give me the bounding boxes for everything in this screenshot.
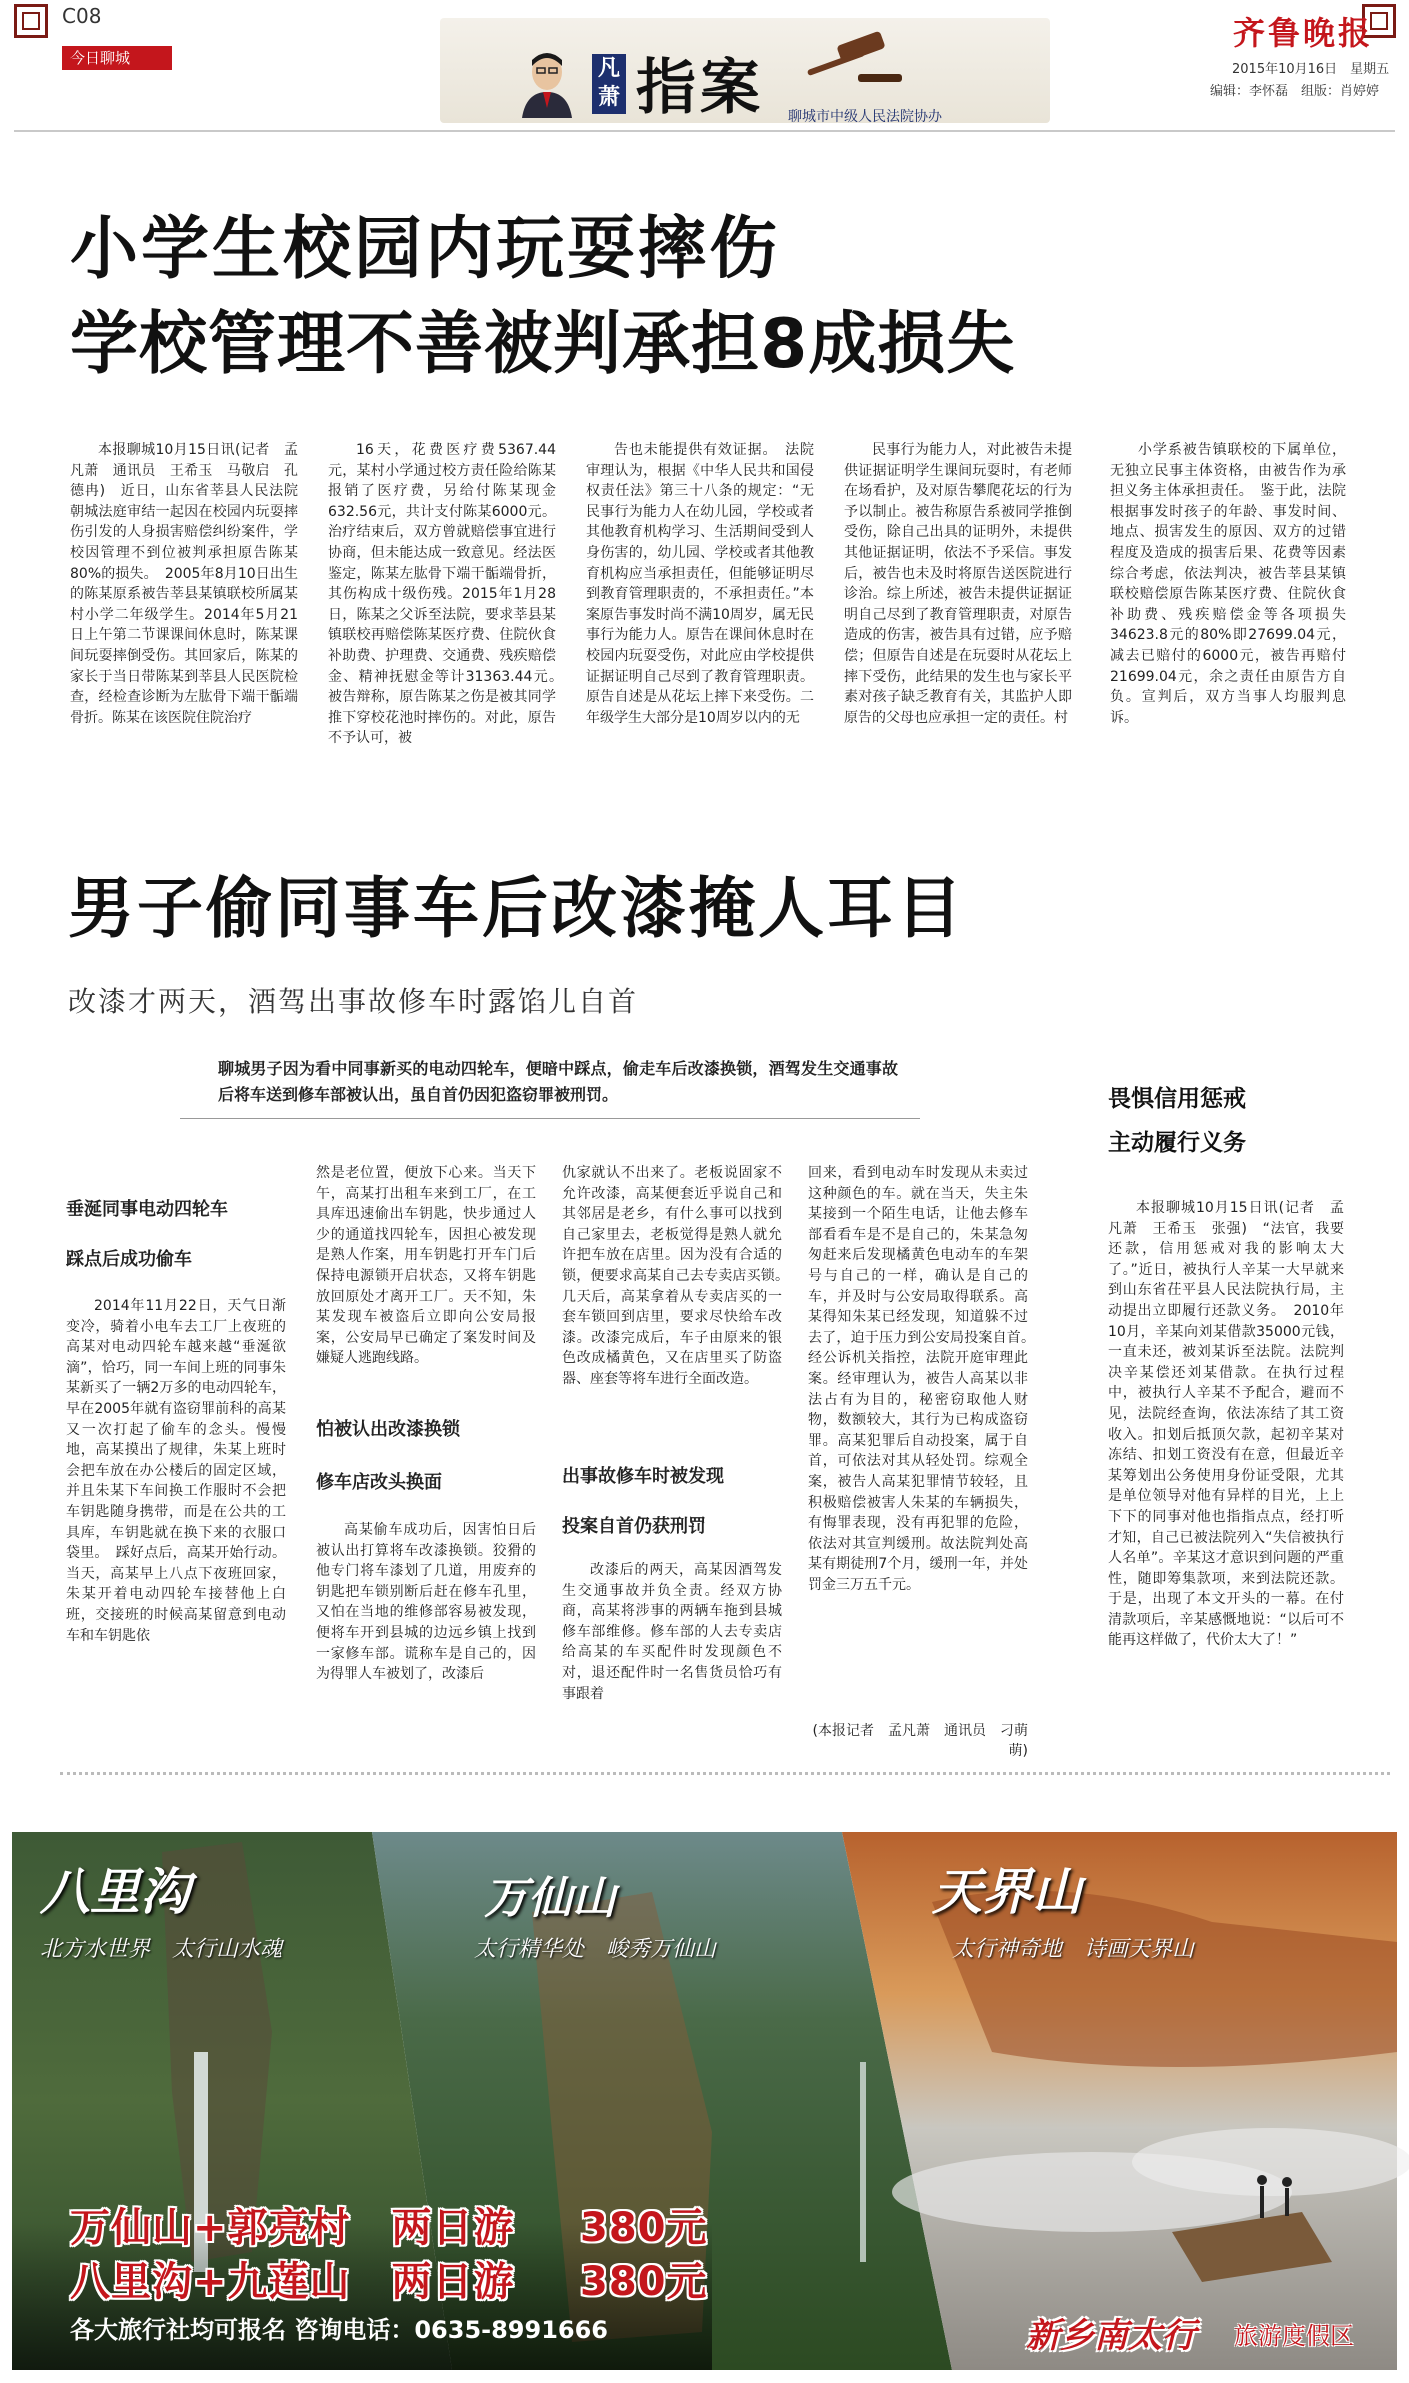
spot-slogan: 太行神奇地 诗画天界山 <box>952 1937 1195 1962</box>
tour-route: 万仙山+郭亮村 两日游 <box>70 2205 515 2251</box>
article1-headline-line1: 小学生校园内玩耍摔伤 <box>70 210 781 289</box>
spot-slogan: 太行精华处 峻秀万仙山 <box>474 1937 717 1962</box>
corner-ornament-left <box>14 4 48 38</box>
article2-lead: 聊城男子因为看中同事新买的电动四轮车，便暗中踩点，偷走车后改漆换锁，酒驾发生交通事故后将车送到修车部被认出，虽自首仍因犯盗窃罪被刑罚。 <box>218 1059 898 1104</box>
tourism-advertisement <box>12 1832 1397 2370</box>
sidebar-title-line1: 畏惧信用惩戒 <box>1108 1086 1246 1112</box>
column-title: 指案 <box>636 53 764 123</box>
article2-subhead: 踩点后成功偷车 <box>66 1249 192 1270</box>
article1-paragraph: 16天，花费医疗费5367.44元，某村小学通过校方责任险给陈某报销了医疗费，另给付陈某现金632.56元，共计支付陈某6000元。治疗结束后，双方曾就赔偿事宜进行协商，但未能达成一致意见。经法医鉴定，陈某左肱骨下端干骺端骨折，其伤构成十级伤残。2015年1月28日，陈某之父诉至法院，要求莘县某镇联校再赔偿陈某医疗费、住院伙食补助费、护理费、交通费、残疾赔偿金、精神抚慰金等计31363.44元。 被告辩称，原告陈某之伤是被其同学推下穿校花池时摔伤的。对此，原告不予认可，被 <box>328 442 570 747</box>
article2-paragraph: 仇家就认不出来了。老板说固家不允许改漆，高某便套近乎说自己和其邻居是老乡，有什么事可以找到自己家里去，老板觉得是熟人就允许把车放在店里。因为没有合适的锁，便要求高某自己去专卖店买锁。 几天后，高某拿着从专卖店买的一套车锁回到店里，要求尽快给车改漆。改漆完成后，车子由原来的银色改成橘黄色，又在店里买了防盗器、座套等将车进行全面改造。 <box>562 1165 796 1387</box>
article1-paragraph: 本报聊城10月15日讯(记者 孟凡萧 通讯员 王希玉 马敬启 孔德冉) 近日，山东省莘县人民法院朝城法庭审结一起因在校园内玩耍摔伤引发的人身损害赔偿纠纷案件，学校因管理不到位被判承担原告陈某80%的损失。 2005年8月10日出生的陈某原系被告莘县某镇联校所属某村小学二年级学生。2014年5月21日上午第二节课课间休息时，陈某课间玩耍摔倒受伤。其回家后，陈某的家长于当日带陈某到莘县人民医院检查，经检查诊断为左肱骨下端干骺端骨折。陈某在该医院住院治疗 <box>70 442 298 726</box>
sidebar-title-line2: 主动履行义务 <box>1108 1130 1246 1156</box>
lead-divider <box>180 1118 920 1119</box>
article2-paragraph: 高某偷车成功后，因害怕日后被认出打算将车改漆换锁。狡猾的他专门将车漆划了几道，用废弃的钥匙把车锁别断后赶在修车孔里，又怕在当地的维修部容易被发现，便将车开到县城的边远乡镇上找到一家修车部。谎称车是自己的，因为得罪人车被划了，改漆后 <box>316 1522 536 1683</box>
article1-paragraph: 小学系被告镇联校的下属单位，无独立民事主体资格，由被告作为承担义务主体承担责任。 鉴于此，法院根据事发时孩子的年龄、事发时间、地点、损害发生的原因、双方的过错程度及造成的损害后果、花费等因素综合考虑，依法判决，被告莘县某镇联校赔偿原告陈某医疗费、住院伙食补助费、残疾赔偿金等各项损失34623.8元的80%即27699.04元，减去已赔付的6000元，被告再赔付21699.04元，余之责任由原告方自负。宣判后，双方当事人均服判息诉。 <box>1110 442 1346 726</box>
column-subtitle: 聊城市中级人民法院协办 <box>788 109 942 125</box>
article1-column-5 <box>1110 440 1346 832</box>
article2-subheadline: 改漆才两天，酒驾出事故修车时露馅儿自首 <box>68 985 639 1018</box>
article2-column-2b <box>316 1520 536 1746</box>
page-header <box>0 0 1409 132</box>
article1-paragraph: 民事行为能力人，对此被告未提供证据证明学生课间玩耍时，有老师在场看护，及对原告攀爬花坛的行为予以制止。被告称原告系被同学推倒受伤，除自己出具的证明外，未提供其他证据证明，依法不予采信。事发后，被告也未及时将原告送医院进行诊治。综上所述，被告未提供证据证明自己尽到了教育管理职责，对原告造成的伤害，被告具有过错，应予赔偿；但原告自述是在玩耍时从花坛上摔下受伤，此结果的发生也与家长平素对孩子缺乏教育有关，其监护人即原告的父母也应承担一定的责任。村 <box>844 442 1072 726</box>
article1-headline-line2: 学校管理不善被判承担8成损失 <box>70 305 1016 384</box>
header-divider <box>14 130 1395 132</box>
column-name-label: 凡萧 <box>592 54 626 114</box>
tour-price: 380元 <box>580 2205 708 2251</box>
issue-date: 2015年10月16日 星期五 <box>1232 62 1390 77</box>
sidebar-article <box>1108 1198 1344 1746</box>
spot-name: 万仙山 <box>484 1873 616 1924</box>
article1-column-3 <box>586 440 814 832</box>
article2-column-1 <box>66 1296 286 1746</box>
section-divider <box>60 1772 1390 1775</box>
article2-paragraph: 然是老位置，便放下心来。当天下午，高某打出租车来到工厂，在工具库迅速偷出车钥匙，快步通过人少的通道找四轮车，因担心被发现是熟人作案，用车钥匙打开车门后保持电源锁开启状态，又将车钥匙放回原处才离开工厂。天不知，朱某发现车被盗后立即向公安局报案，公安局早已确定了案发时间及嫌疑人逃跑线路。 <box>316 1165 536 1367</box>
page-number: C08 <box>62 4 102 28</box>
signup-phone: 各大旅行社均可报名 咨询电话：0635-8991666 <box>70 2316 609 2344</box>
article2-paragraph: 改漆后的两天，高某因酒驾发生交通事故并负全责。经双方协商，高某将涉事的两辆车拖到县城修车部维修。修车部的人去专卖店给高某的车买配件时发现颜色不对，退还配件时一名售货员恰巧有事跟着 <box>562 1562 782 1702</box>
article2-paragraph: 回来，看到电动车时发现从未卖过这种颜色的车。就在当天，失主朱某接到一个陌生电话，让他去修车部看看车是不是自己的，朱某急匆匆赶来后发现橘黄色电动车的车架号与自己的一样，确认是自己的车，并及时与公安局取得联系。高某得知朱某已经发现，知道躲不过去了，迫于压力到公安局投案自首。 经公诉机关指控，法院开庭审理此案。经审理认为，被告人高某以非法占有为目的，秘密窃取他人财物，数额较大，其行为已构成盗窃罪。高某犯罪后自动投案，属于自首，可依法对其从轻处罚。综观全案，被告人高某犯罪情节较轻，且积极赔偿被害人朱某的车辆损失，有悔罪表现，没有再犯罪的危险，依法对其宣判缓刑。故法院判处高某有期徒刑7个月，缓刑一年，并处罚金三万五千元。 <box>808 1165 1042 1593</box>
spot-name: 天界山 <box>932 1862 1082 1921</box>
article2-byline: (本报记者 孟凡萧 通讯员 刁萌萌) <box>812 1723 1028 1759</box>
article2-subhead: 修车店改头换面 <box>316 1472 442 1493</box>
resort-name: 新乡南太行 <box>1026 2316 1196 2356</box>
article2-subhead: 垂涎同事电动四轮车 <box>66 1199 228 1220</box>
article2-subhead: 怕被认出改漆换锁 <box>316 1419 460 1440</box>
gavel-icon <box>798 34 908 84</box>
article1-column-4 <box>844 440 1072 832</box>
tour-route: 八里沟+九莲山 两日游 <box>70 2259 515 2305</box>
columnist-avatar <box>518 48 576 118</box>
spot-slogan: 北方水世界 太行山水魂 <box>40 1937 283 1962</box>
article2-subhead: 出事故修车时被发现 <box>562 1466 724 1487</box>
article2-column-3b <box>562 1560 782 1746</box>
resort-suffix: 旅游度假区 <box>1234 2322 1354 2350</box>
article1-column-1 <box>70 440 298 832</box>
article2-column-4 <box>808 1163 1042 1719</box>
article2-column-2a <box>316 1163 536 1391</box>
tour-price: 380元 <box>580 2259 708 2305</box>
article2-column-3a <box>562 1163 796 1453</box>
article2-subhead: 投案自首仍获刑罚 <box>562 1516 706 1537</box>
spot-name: 八里沟 <box>40 1862 190 1921</box>
article2-paragraph: 2014年11月22日，天气日渐变冷，骑着小电车去工厂上夜班的高某对电动四轮车越来越“垂涎欲滴”，恰巧，同一车间上班的同事朱某新买了一辆2万多的电动四轮车，早在2005年就有盗窃罪前科的高某又一次打起了偷车的念头。慢慢地，高某摸出了规律，朱某上班时会把车放在办公楼后的固定区域，并且朱某下车间换工作服时不会把车钥匙随身携带，而是在公共的工具库，车钥匙就在换下来的衣服口袋里。 踩好点后，高某开始行动。当天，高某早上八点下夜班回家，朱某开着电动四轮车接替他上白班，交接班的时候高某留意到电动车和车钥匙依 <box>66 1298 286 1644</box>
editor-credits: 编辑：李怀磊 组版：肖婷婷 <box>1210 84 1380 99</box>
article1-paragraph: 告也未能提供有效证据。 法院审理认为，根据《中华人民共和国侵权责任法》第三十八条的规定：“无民事行为能力人在幼儿园，学校或者其他教育机构学习、生活期间受到人身伤害的，幼儿园、学校或者其他教育机构应当承担责任，但能够证明尽到教育管理职责的，不承担责任。”本案原告事发时尚不满10周岁，属无民事行为能力人。原告在课间休息时在校园内玩耍受伤，对此应由学校提供证据证明自己尽到了教育管理职责。原告自述是从花坛上摔下来受伤。二年级学生大部分是10周岁以内的无 <box>586 442 814 726</box>
article1-column-2 <box>328 440 570 832</box>
newspaper-name: 齐鲁晚报 <box>1233 14 1374 52</box>
article2-headline: 男子偷同事车后改漆掩人耳目 <box>68 870 965 947</box>
section-tag: 今日聊城 <box>62 46 172 70</box>
sidebar-paragraph: 本报聊城10月15日讯(记者 孟凡萧 王希玉 张强) “法官，我要还款，信用惩戒对我的影响太大了。”近日，被执行人辛某一大早就来到山东省茌平县人民法院执行局，主动提出立即履行还款义务。 2010年10月，辛某向刘某借款35000元钱，一直未还，被刘某诉至法院。法院判决辛某偿还刘某借款。在执行过程中，被执行人辛某不予配合，避而不见，法院经查询，依法冻结了其工资收入。扣划后抵顶欠款，起初辛某对冻结、扣划工资没有在意，但最近辛某筹划出公务使用身份证受限，尤其是单位领导对他有异样的目光，上上下下的同事对他也指指点点，经打听才知，自己已被法院列入“失信被执行人名单”。辛某这才意识到问题的严重性，随即筹集款项，来到法院还款。于是，出现了本文开头的一幕。在付清款项后，辛某感慨地说：“以后可不能再这样做了，代价太大了！” <box>1108 1200 1344 1649</box>
